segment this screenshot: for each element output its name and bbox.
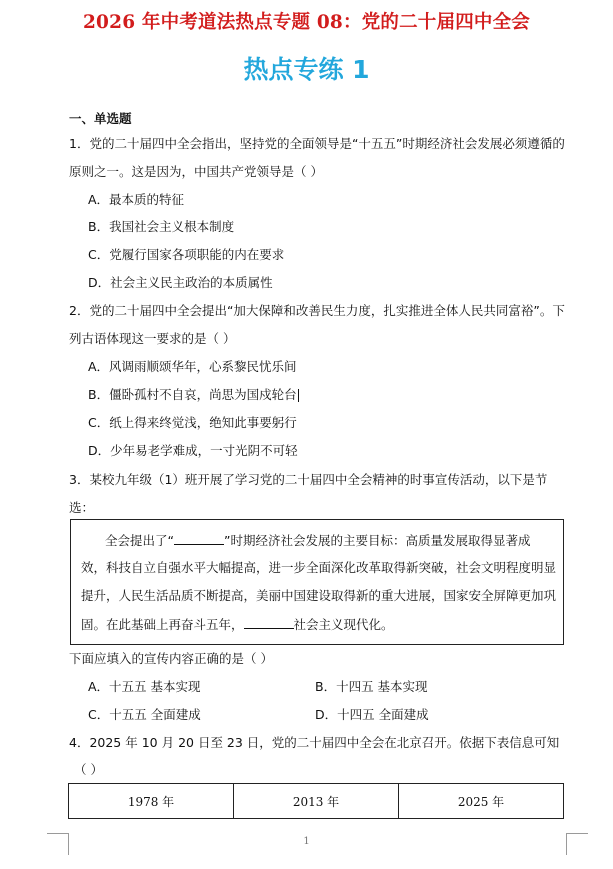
fill-blank-2 — [244, 616, 294, 629]
q3-box-line4 — [81, 616, 394, 633]
q3-prompt: 下面应填入的宣传内容正确的是（ ） — [69, 651, 273, 666]
q1-stem-line2: 原则之一。这是因为，中国共产党领导是（ ） — [69, 164, 323, 179]
q3-stem-line1: 3．某校九年级（1）班开展了学习党的二十届四中全会精神的时事宣传活动，以下是节 — [69, 472, 548, 487]
q4-table-header-2025: 2025 年 — [398, 784, 563, 818]
q2-option-b — [88, 387, 299, 403]
q1-option-a: A．最本质的特征 — [88, 192, 185, 207]
q3-material-box — [70, 519, 564, 645]
q3-box-line1-b: ”时期经济社会发展的主要目标：高质量发展取得显著成 — [223, 533, 531, 548]
q3-box-line1 — [105, 532, 530, 549]
q3-option-b: B．十四五 基本实现 — [315, 679, 428, 694]
q3-box-line2: 效，科技自立自强水平大幅提高，进一步全面深化改革取得新突破，社会文明程度明显 — [81, 560, 557, 575]
q2-option-d: D．少年易老学难成，一寸光阴不可轻 — [88, 443, 298, 458]
q2-stem-line1: 2．党的二十届四中全会提出“加大保障和改善民生力度，扎实推进全体人民共同富裕”。下 — [69, 303, 565, 318]
q3-option-d: D．十四五 全面建成 — [315, 707, 429, 722]
crop-mark-right-h — [566, 833, 588, 834]
q4-table-header-row — [68, 783, 564, 819]
crop-mark-left-h — [47, 833, 69, 834]
q4-stem-line1: 4．2025 年 10 月 20 日至 23 日，党的二十届四中全会在北京召开。依据下表信息可知 — [69, 735, 560, 750]
q3-box-line4-a: 固。在此基础上再奋斗五年， — [81, 617, 244, 632]
q3-option-c: C．十五五 全面建成 — [88, 707, 201, 722]
q1-stem-line1: 1．党的二十届四中全会指出，坚持党的全面领导是“十五五”时期经济社会发展必须遵循的 — [69, 136, 565, 151]
q3-option-a: A．十五五 基本实现 — [88, 679, 201, 694]
q1-option-b: B．我国社会主义根本制度 — [88, 219, 235, 234]
q4-table-header-1978: 1978 年 — [127, 794, 175, 809]
page-number: 1 — [303, 836, 310, 847]
q2-option-b-text: B．僵卧孤村不自哀，尚思为国戍轮台 — [88, 387, 297, 402]
q1-option-c: C．党履行国家各项职能的内在要求 — [88, 247, 285, 262]
q2-option-a: A．风调雨顺颂华年，心系黎民忧乐间 — [88, 359, 297, 374]
section-heading: 一、单选题 — [69, 111, 132, 126]
q2-stem-line2: 列古语体现这一要求的是（ ） — [69, 331, 236, 346]
q4-stem-line2: （ ） — [74, 762, 103, 777]
q1-option-d: D．社会主义民主政治的本质属性 — [88, 275, 273, 290]
q2-option-c: C．纸上得来终觉浅，绝知此事要躬行 — [88, 415, 297, 430]
q4-table-header-2013: 2013 年 — [233, 784, 398, 818]
q3-box-line1-a: 全会提出了“ — [105, 533, 174, 548]
fill-blank-1 — [174, 532, 224, 545]
document-title: 2026 年中考道法热点专题 08：党的二十届四中全会 — [82, 12, 531, 33]
document-subtitle: 热点专练 1 — [243, 55, 370, 84]
q3-box-line4-b: 社会主义现代化。 — [293, 617, 394, 632]
text-cursor — [298, 389, 299, 402]
q3-box-line3: 提升，人民生活品质不断提高，美丽中国建设取得新的重大进展，国家安全屏障更加巩 — [81, 588, 557, 603]
q3-stem-line2: 选： — [69, 500, 95, 515]
